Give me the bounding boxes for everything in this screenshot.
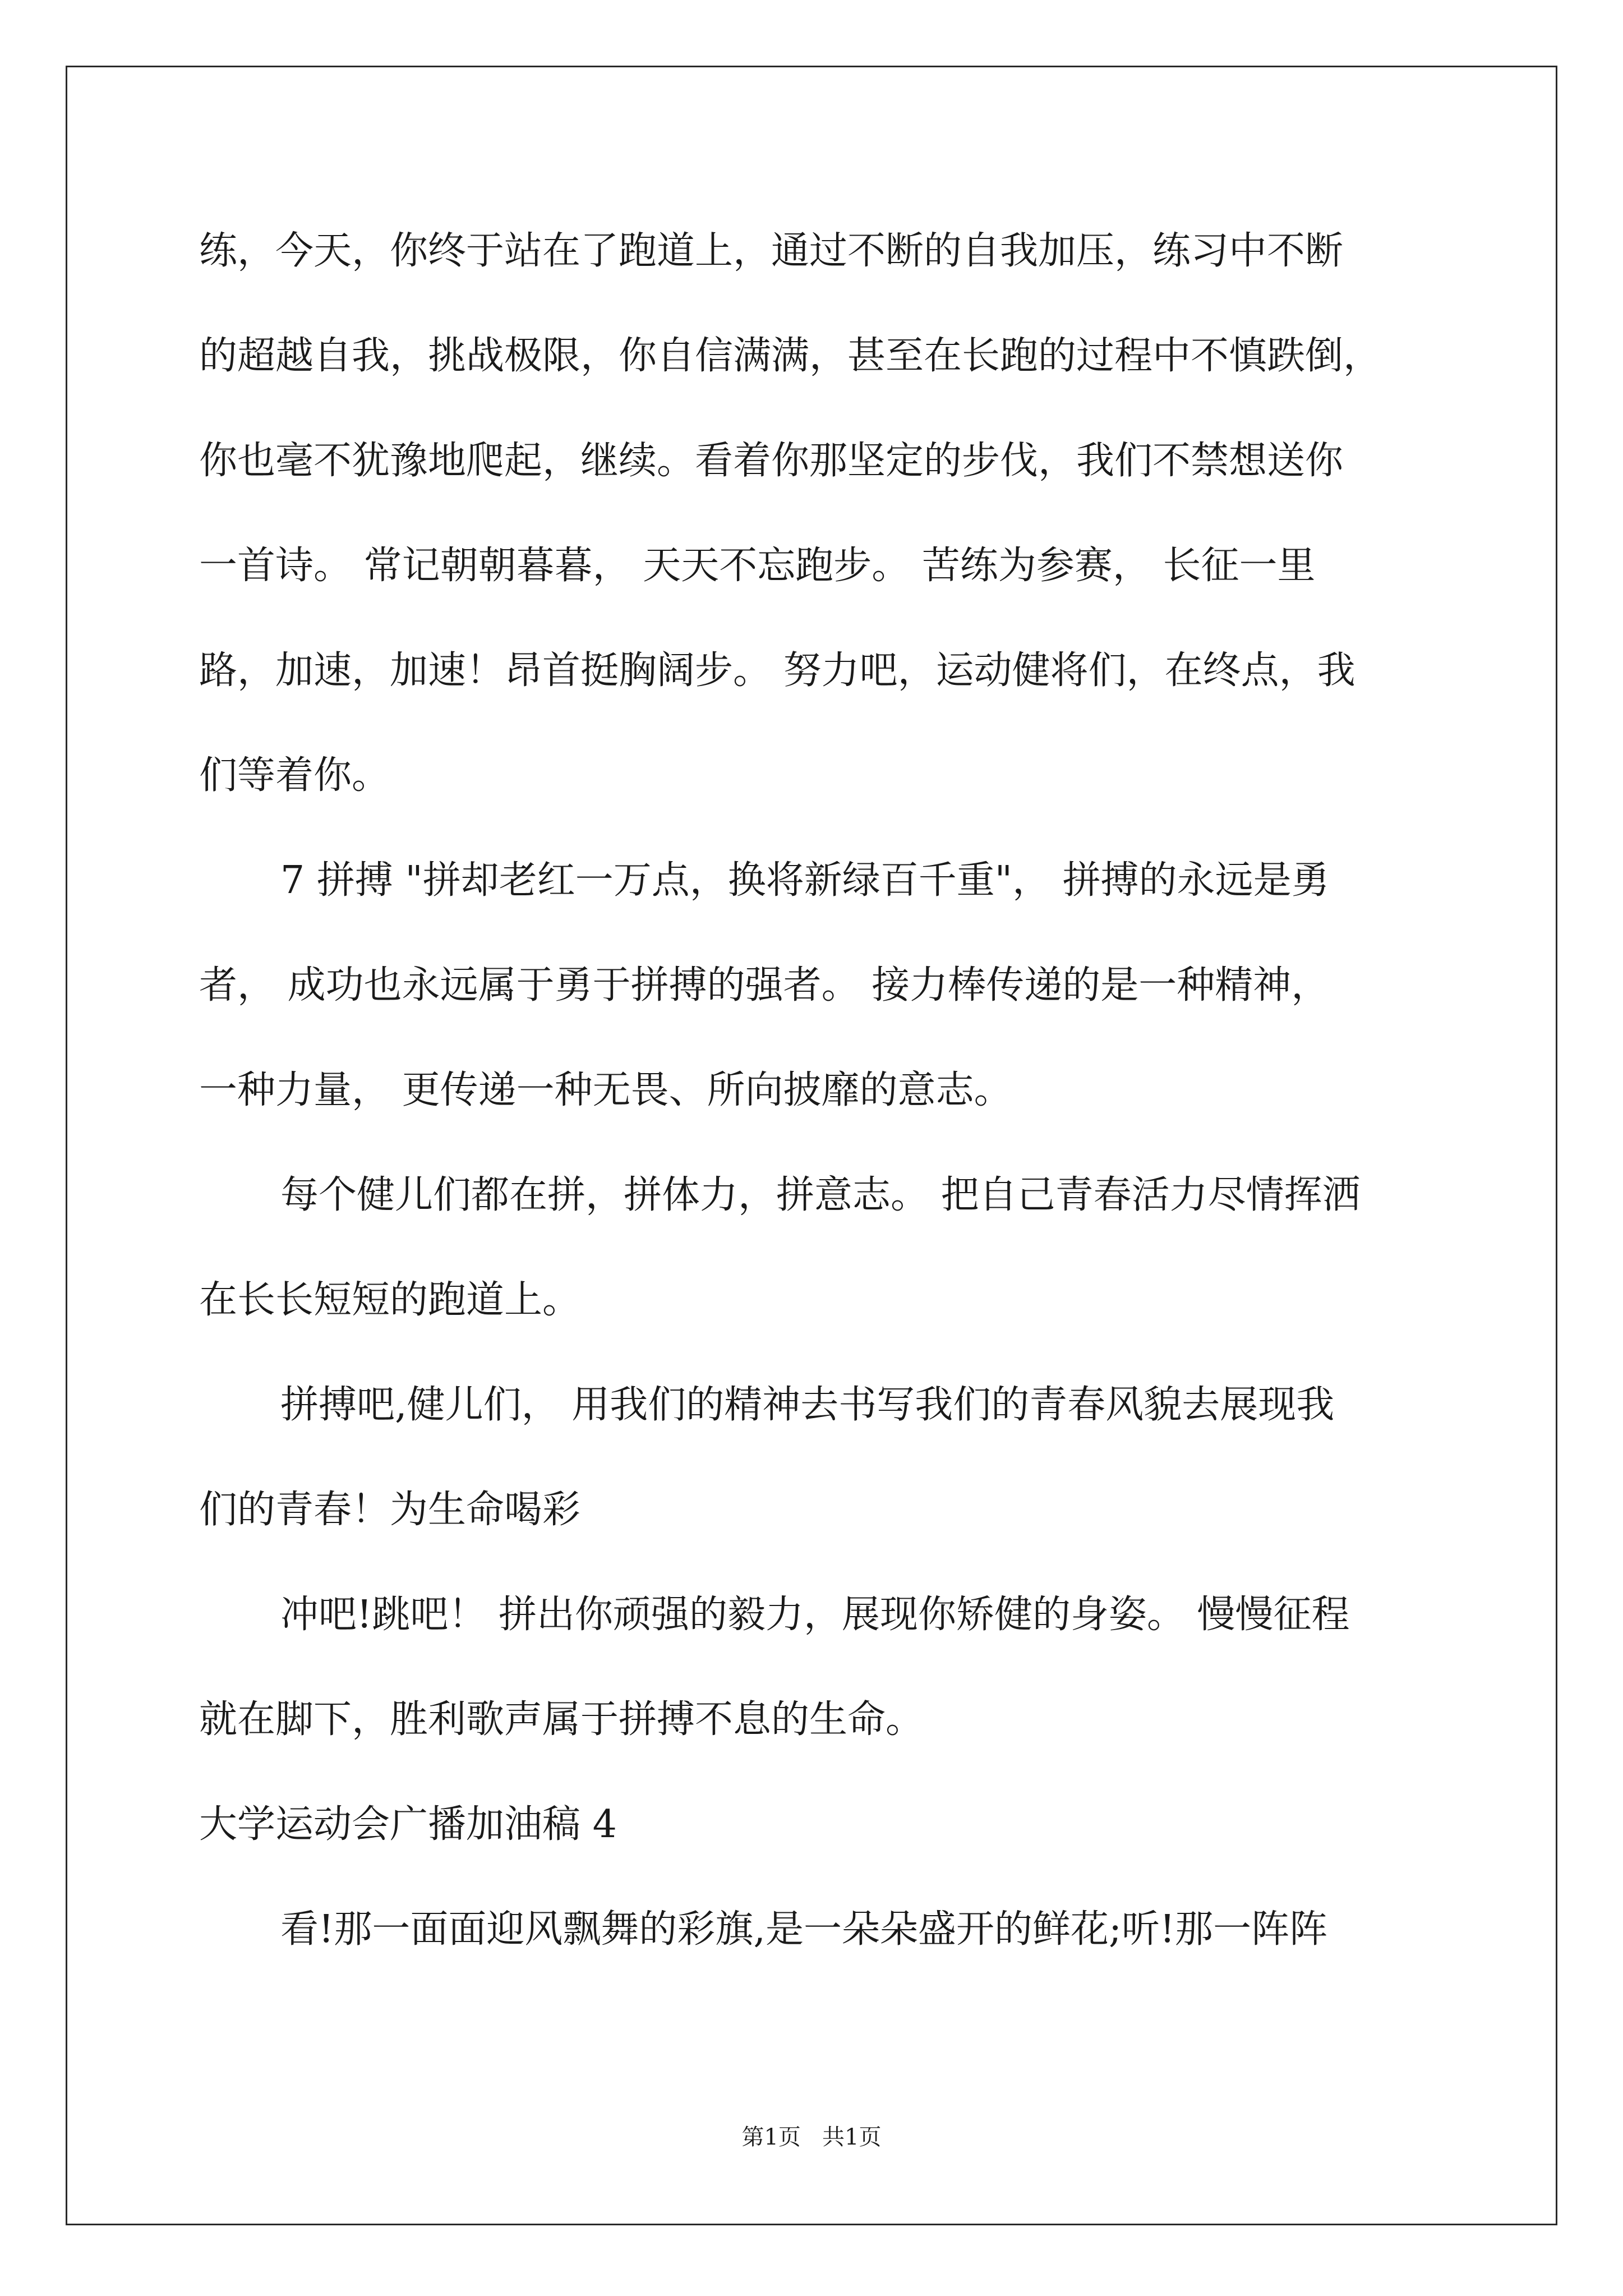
text-line: 们的青春！为生命喝彩 — [199, 1488, 581, 1532]
text-line: 路，加速，加速！昂首挺胸阔步。 努力吧，运动健将们，在终点，我 — [199, 648, 1355, 693]
text-line: 们等着你。 — [199, 753, 390, 798]
text-line: 7 拼搏 "拼却老红一万点，换将新绿百千重"， 拼搏的永远是勇 — [280, 858, 1330, 903]
text-line: 者， 成功也永远属于勇于拼搏的强者。 接力棒传递的是一种精神， — [199, 963, 1330, 1007]
section-heading: 大学运动会广播加油稿 4 — [199, 1802, 617, 1847]
text-line: 你也毫不犹豫地爬起，继续。看着你那坚定的步伐，我们不禁想送你 — [199, 439, 1344, 483]
text-line: 冲吧!跳吧！ 拼出你顽强的毅力，展现你矫健的身姿。 慢慢征程 — [280, 1593, 1350, 1637]
text-line: 看!那一面面迎风飘舞的彩旗,是一朵朵盛开的鲜花;听!那一阵阵 — [280, 1907, 1328, 1952]
page-footer: 第1页 共1页 — [741, 2124, 882, 2150]
text-line: 每个健儿们都在拼，拼体力，拼意志。 把自己青春活力尽情挥洒 — [280, 1173, 1361, 1217]
text-line: 一种力量， 更传递一种无畏、所向披靡的意志。 — [199, 1068, 1012, 1112]
text-line: 在长长短短的跑道上。 — [199, 1278, 581, 1322]
text-line: 的超越自我，挑战极限，你自信满满，甚至在长跑的过程中不慎跌倒， — [199, 334, 1382, 378]
text-line: 拼搏吧,健儿们， 用我们的精神去书写我们的青春风貌去展现我 — [280, 1383, 1335, 1427]
text-line: 一首诗。 常记朝朝暮暮， 天天不忘跑步。 苦练为参赛， 长征一里 — [199, 544, 1316, 588]
text-line: 练，今天，你终于站在了跑道上，通过不断的自我加压，练习中不断 — [199, 229, 1344, 273]
text-line: 就在脚下，胜利歌声属于拼搏不息的生命。 — [199, 1697, 924, 1742]
